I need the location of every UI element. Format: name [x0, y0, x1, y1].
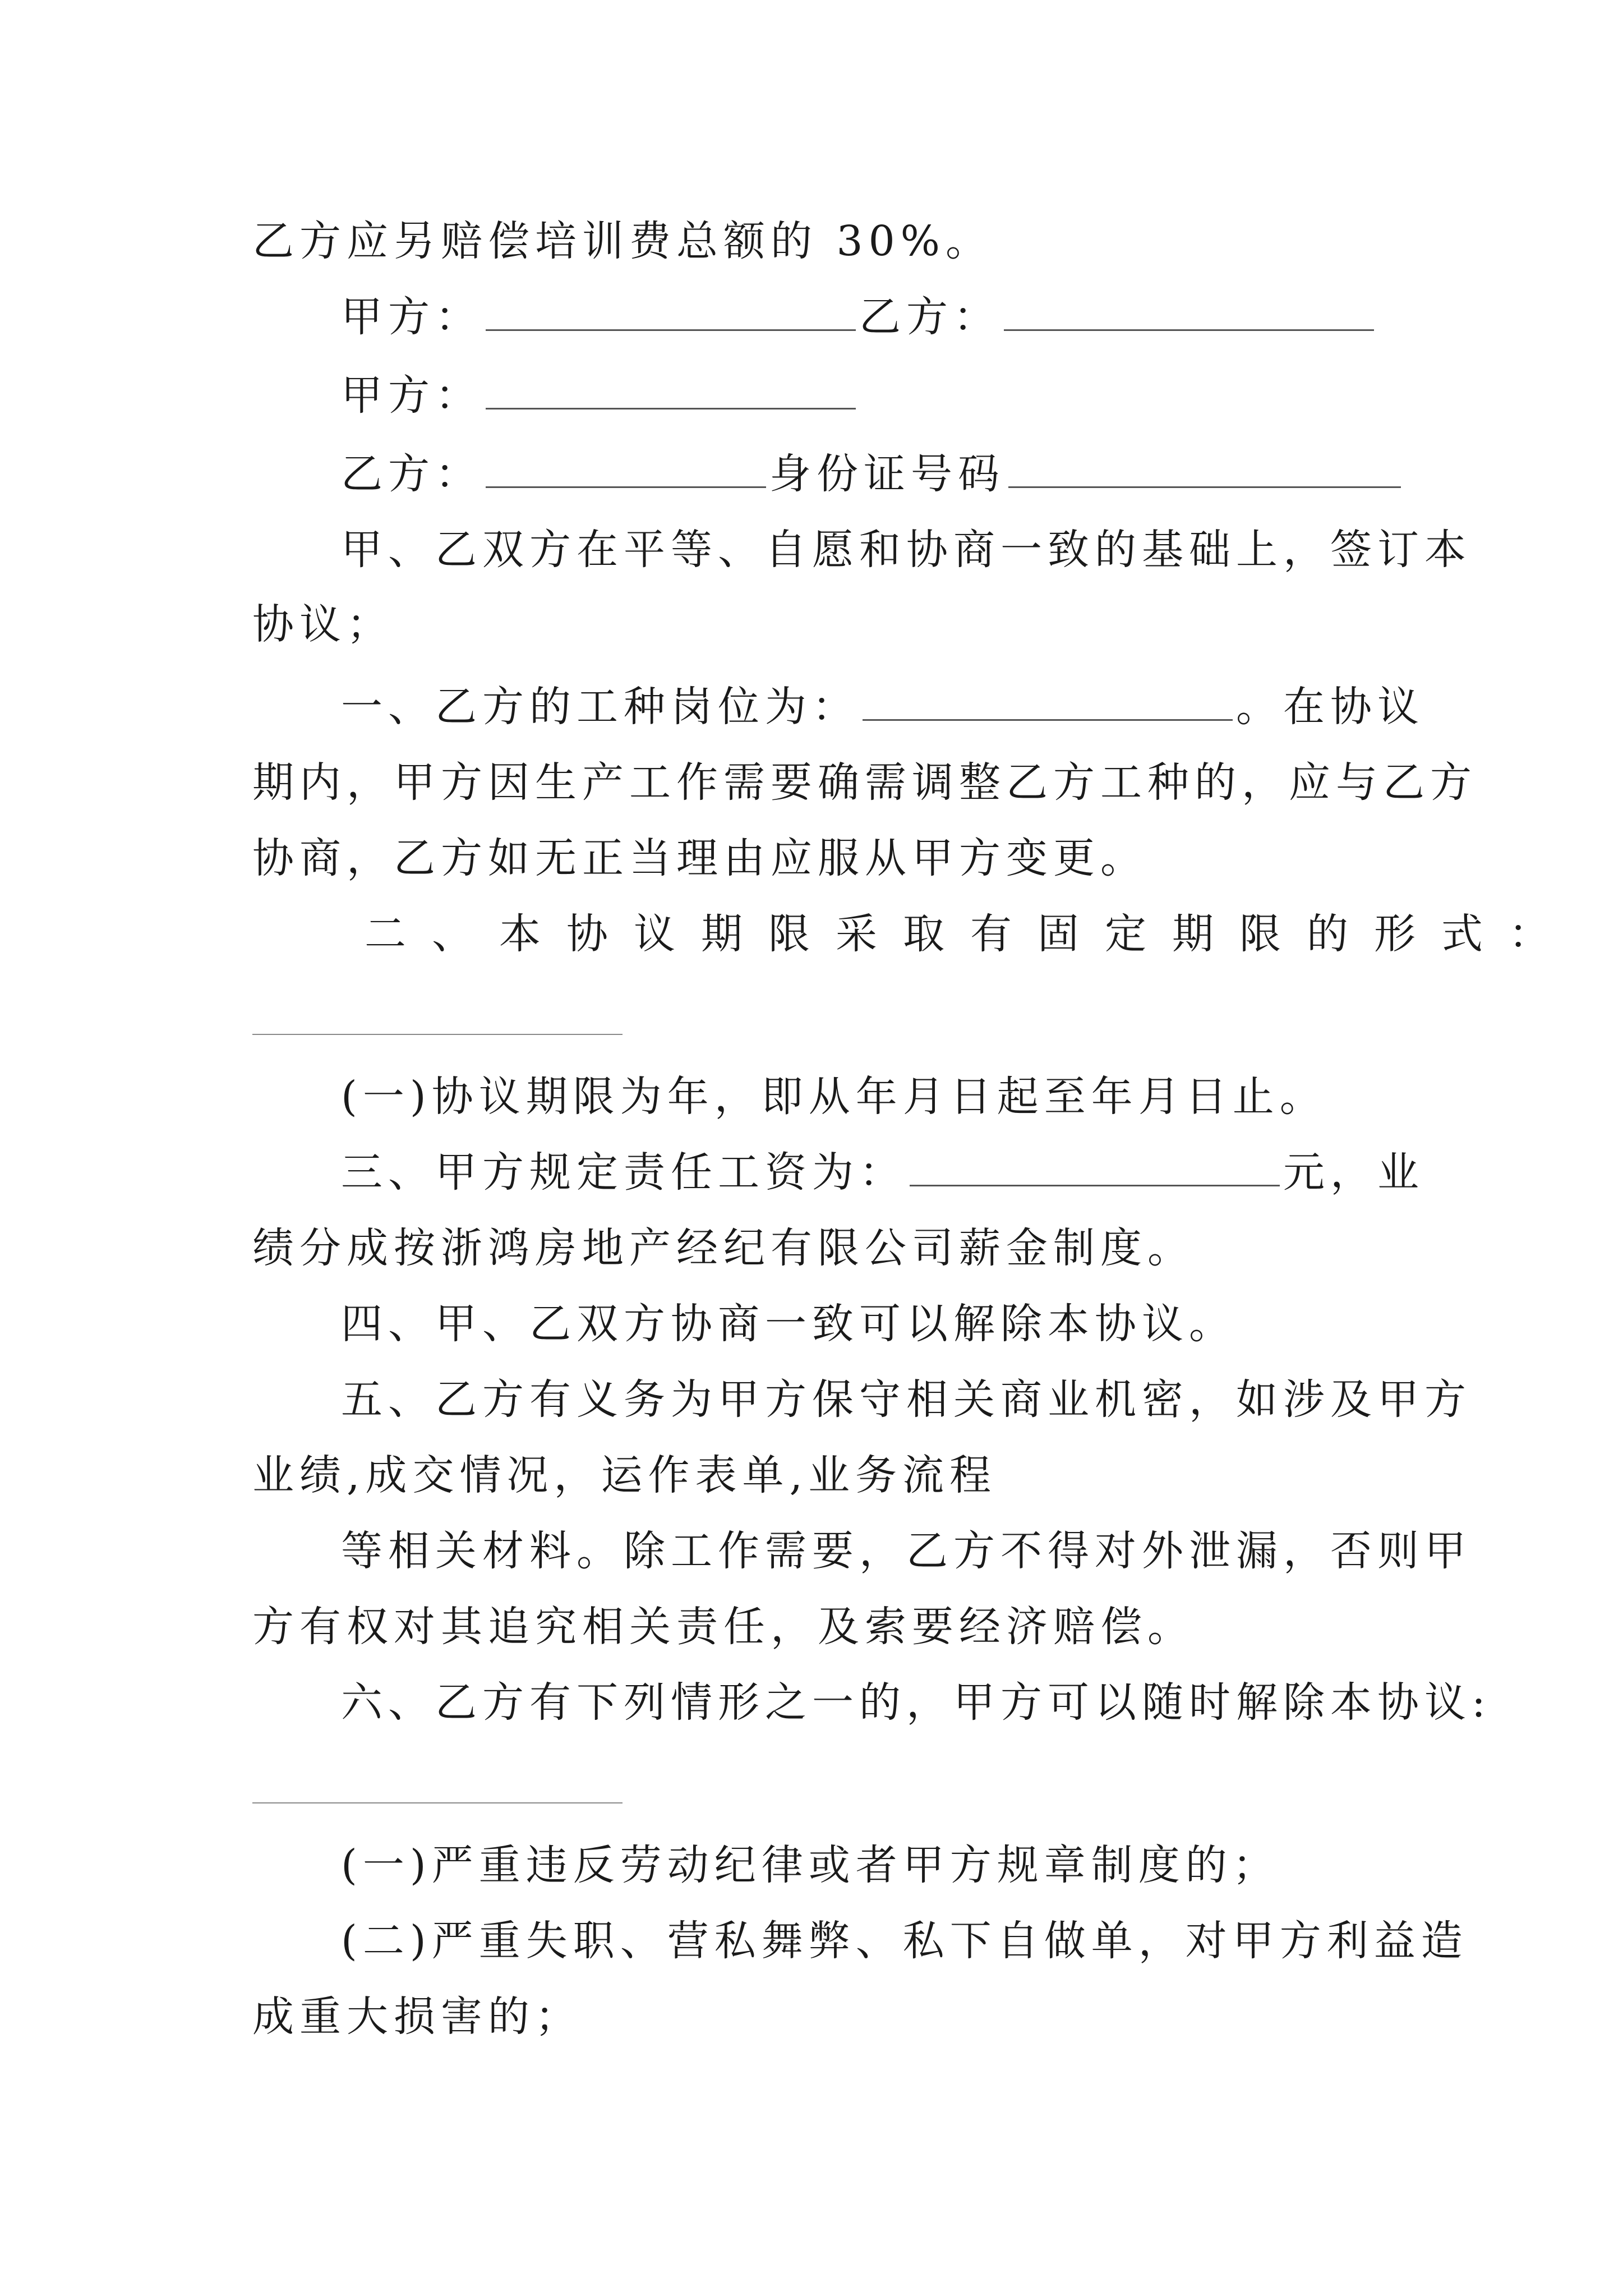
text-run: 业绩,成交情况，运作表单,业务流程: [252, 1451, 997, 1499]
paragraph-line: [341, 1374, 1472, 1425]
text-run: 期内，甲方因生产工作需要确需调整乙方工种的，应与乙方: [252, 758, 1477, 807]
paragraph-line: [365, 909, 1576, 959]
paragraph-line: [252, 599, 394, 650]
paragraph-line: [341, 1916, 1468, 1966]
text-run: 元，业: [1283, 1148, 1424, 1197]
paragraph-line: [341, 1526, 1472, 1576]
paragraph-line: [252, 1450, 997, 1501]
text-run: 等相关材料。除工作需要，乙方不得对外泄漏，否则甲: [341, 1527, 1472, 1575]
text-run: 三、甲方规定责任工资为：: [341, 1148, 906, 1197]
text-run: 。在协议: [1236, 683, 1424, 731]
blank-salary: [910, 1151, 1280, 1186]
paragraph-line: [341, 1840, 1280, 1890]
label-party-b: 乙方：: [859, 293, 1000, 341]
text-run: 二、本协议期限采取有固定期限的形式：: [365, 910, 1576, 958]
signature-line-party-b-id: [341, 449, 1404, 499]
text-run: 乙方应另赔偿培训费总额的 30%。: [252, 217, 993, 265]
text-run: 甲、乙双方在平等、自愿和协商一致的基础上，签订本: [341, 526, 1472, 574]
paragraph-line: [341, 682, 1424, 732]
paragraph-line: [252, 1602, 1195, 1652]
blank-term: [252, 1034, 623, 1035]
paragraph-line: [341, 524, 1472, 575]
blank-party-b: [486, 453, 766, 488]
text-run: 四、甲、乙双方协商一致可以解除本协议。: [341, 1300, 1236, 1348]
text-run: 协商，乙方如无正当理由应服从甲方变更。: [252, 834, 1147, 882]
paragraph-line: [341, 1299, 1236, 1349]
paragraph-line: [252, 1223, 1195, 1273]
text-run: 方有权对其追究相关责任，及索要经济赔偿。: [252, 1603, 1195, 1651]
text-run: 一、乙方的工种岗位为：: [341, 683, 859, 731]
paragraph-line: [341, 1071, 1327, 1122]
text-run: (二)严重失职、营私舞弊、私下自做单，对甲方利益造: [341, 1917, 1468, 1965]
text-run: 协议；: [252, 600, 394, 648]
signature-line-party-a-b: [341, 292, 1377, 342]
signature-line-party-a: [341, 370, 859, 421]
blank-party-b: [1004, 296, 1374, 331]
text-run: 六、乙方有下列情形之一的，甲方可以随时解除本协议:: [341, 1678, 1491, 1727]
paragraph-line: [252, 216, 993, 266]
paragraph-line: [341, 1147, 1424, 1198]
label-id-number: 身份证号码: [769, 450, 1005, 498]
paragraph-line: [252, 833, 1147, 884]
text-run: (一)协议期限为年，即从年月日起至年月日止。: [341, 1073, 1327, 1121]
paragraph-line: [252, 1991, 582, 2042]
blank-job-position: [863, 685, 1233, 721]
text-run: 五、乙方有义务为甲方保守相关商业机密，如涉及甲方: [341, 1375, 1472, 1424]
label-party-a: 甲方：: [341, 371, 482, 420]
label-party-a: 甲方：: [341, 293, 482, 341]
blank-party-a: [486, 374, 856, 409]
paragraph-line: [252, 757, 1477, 808]
blank-party-a: [486, 296, 856, 331]
text-run: (一)严重违反劳动纪律或者甲方规章制度的；: [341, 1841, 1280, 1889]
label-party-b: 乙方：: [341, 450, 482, 498]
paragraph-line: [341, 1677, 1491, 1728]
text-run: 绩分成按浙鸿房地产经纪有限公司薪金制度。: [252, 1224, 1195, 1272]
text-run: 成重大损害的；: [252, 1993, 582, 2041]
blank-termination: [252, 1802, 623, 1803]
blank-id-number: [1008, 453, 1401, 488]
